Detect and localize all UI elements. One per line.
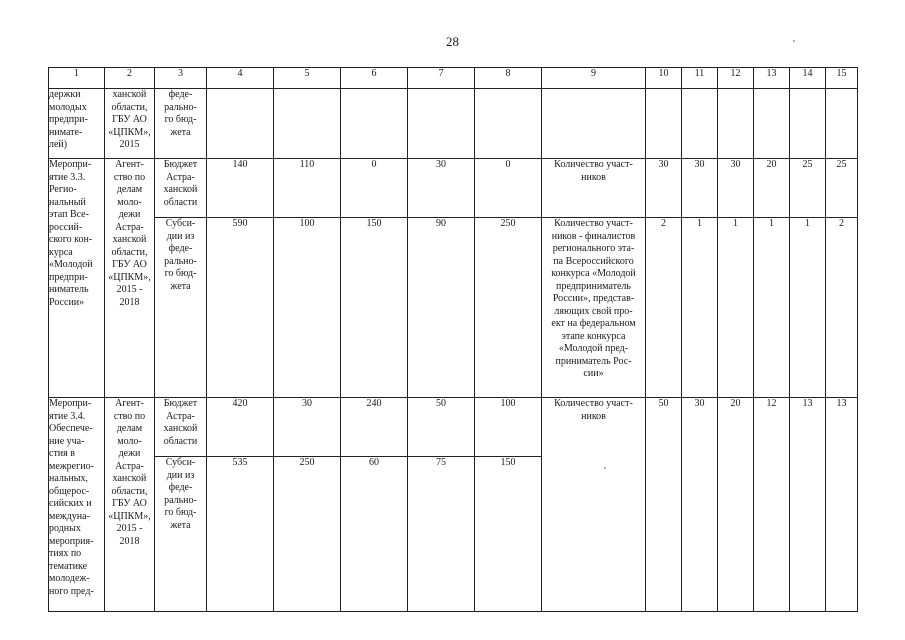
funding-value: 250	[274, 457, 341, 612]
target-value: 25	[826, 159, 858, 218]
target-value: 13	[826, 398, 858, 612]
target-value: 1	[790, 218, 826, 398]
funding-value: 50	[408, 398, 475, 457]
target-value: 20	[754, 159, 790, 218]
header-cell: 15	[826, 68, 858, 89]
funding-value: 140	[207, 159, 274, 218]
empty-cell	[682, 89, 718, 159]
table-row	[49, 159, 858, 218]
empty-cell	[274, 89, 341, 159]
funding-value: 110	[274, 159, 341, 218]
header-cell: 4	[207, 68, 274, 89]
program-table	[48, 67, 858, 612]
scan-speck	[793, 40, 795, 42]
header-cell: 2	[105, 68, 155, 89]
empty-cell	[408, 89, 475, 159]
funding-value: 590	[207, 218, 274, 398]
table-row	[49, 398, 858, 457]
target-value: 2	[826, 218, 858, 398]
funding-value: 150	[341, 218, 408, 398]
empty-cell	[475, 89, 542, 159]
activity-title-cont: держки молодых предпри- нимате- лей)	[49, 89, 105, 159]
funding-source: Субси- дии из феде- рально- го бюд- жета	[155, 218, 207, 398]
target-value: 2	[646, 218, 682, 398]
header-cell: 10	[646, 68, 682, 89]
empty-cell	[646, 89, 682, 159]
header-cell: 11	[682, 68, 718, 89]
empty-cell	[754, 89, 790, 159]
empty-cell	[718, 89, 754, 159]
page-number: 28	[446, 34, 459, 49]
funding-value: 150	[475, 457, 542, 612]
activity-title: Меропри- ятие 3.3. Регио- нальный этап Все- россий- ского кон- курса «Молодой предпри- ниматель России»	[49, 159, 105, 398]
funding-value: 90	[408, 218, 475, 398]
target-value: 20	[718, 398, 754, 612]
executor: Агент- ство по делам моло- дежи Астра- ханской области, ГБУ АО «ЦПКМ», 2015 - 2018	[105, 159, 155, 398]
funding-source-cont: феде- рально- го бюд- жета	[155, 89, 207, 159]
target-value: 13	[790, 398, 826, 612]
funding-value: 250	[475, 218, 542, 398]
header-cell: 8	[475, 68, 542, 89]
funding-value: 0	[475, 159, 542, 218]
target-value: 12	[754, 398, 790, 612]
scan-speck	[604, 467, 606, 469]
target-value: 1	[754, 218, 790, 398]
header-cell: 12	[718, 68, 754, 89]
header-cell: 9	[542, 68, 646, 89]
header-cell: 13	[754, 68, 790, 89]
header-row	[49, 68, 858, 89]
empty-cell	[341, 89, 408, 159]
executor: Агент- ство по делам моло- дежи Астра- ханской области, ГБУ АО «ЦПКМ», 2015 - 2018	[105, 398, 155, 612]
header-cell: 5	[274, 68, 341, 89]
funding-source: Субси- дии из феде- рально- го бюд- жета	[155, 457, 207, 612]
indicator: Количество участ- ников - финалистов регионального эта- па Всероссийского конкурса «Молодой предприниматель России», представ- ляющих свой про- ект на федеральном этапе конкурса «Молодой пред- приниматель Рос- сии»	[542, 218, 646, 398]
target-value: 30	[682, 398, 718, 612]
empty-cell	[207, 89, 274, 159]
funding-value: 75	[408, 457, 475, 612]
funding-value: 420	[207, 398, 274, 457]
funding-value: 30	[274, 398, 341, 457]
funding-value: 100	[274, 218, 341, 398]
header-cell: 3	[155, 68, 207, 89]
target-value: 50	[646, 398, 682, 612]
target-value: 30	[718, 159, 754, 218]
indicator: Количество участ- ников	[542, 159, 646, 218]
header-cell: 7	[408, 68, 475, 89]
indicator: Количество участ- ников	[542, 398, 646, 612]
empty-cell	[542, 89, 646, 159]
header-cell: 6	[341, 68, 408, 89]
continuation-row	[49, 89, 858, 159]
header-cell: 14	[790, 68, 826, 89]
empty-cell	[826, 89, 858, 159]
funding-value: 240	[341, 398, 408, 457]
empty-cell	[790, 89, 826, 159]
funding-value: 535	[207, 457, 274, 612]
table-row	[49, 218, 858, 398]
funding-value: 100	[475, 398, 542, 457]
target-value: 1	[682, 218, 718, 398]
target-value: 25	[790, 159, 826, 218]
executor-cont: ханской области, ГБУ АО «ЦПКМ», 2015	[105, 89, 155, 159]
funding-value: 60	[341, 457, 408, 612]
header-cell: 1	[49, 68, 105, 89]
funding-source: Бюджет Астра- ханской области	[155, 398, 207, 457]
funding-value: 0	[341, 159, 408, 218]
activity-title: Меропри- ятие 3.4. Обеспече- ние уча- стия в межрегио- нальных, общерос- сийских и междуна- родных мероприя- тиях по тематике молодеж- ного пред-	[49, 398, 105, 612]
funding-value: 30	[408, 159, 475, 218]
funding-source: Бюджет Астра- ханской области	[155, 159, 207, 218]
target-value: 1	[718, 218, 754, 398]
target-value: 30	[682, 159, 718, 218]
target-value: 30	[646, 159, 682, 218]
